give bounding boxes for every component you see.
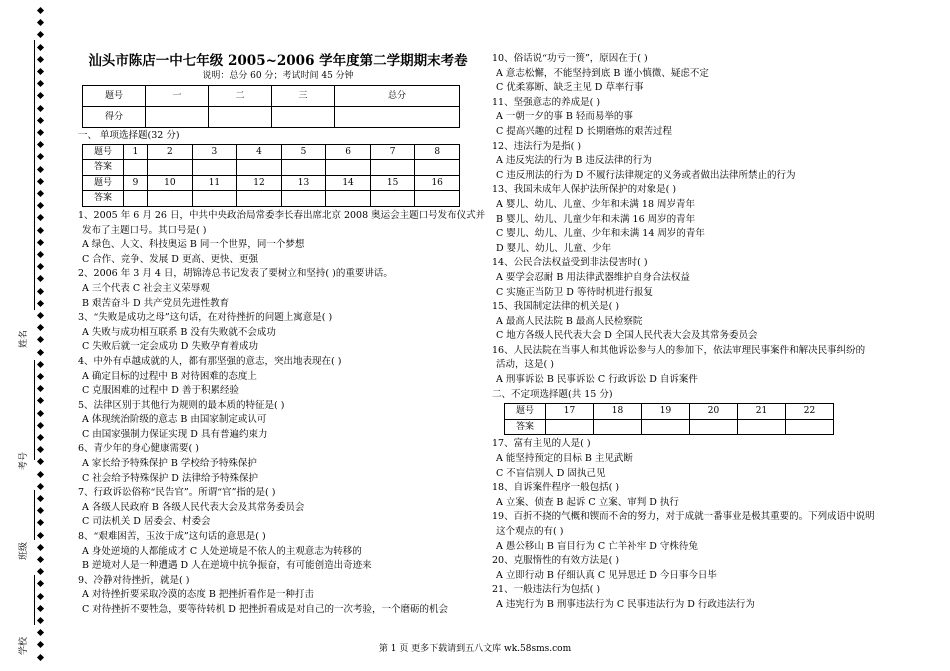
binding-dot [37, 178, 44, 185]
binding-dot [37, 361, 44, 368]
option-text: A 最高人民法院 B 最高人民检察院 [496, 315, 643, 327]
binding-dot [37, 373, 44, 380]
question-text: 15、我国制定法律的机关是( ) [492, 301, 620, 313]
binding-dot [37, 202, 44, 209]
question-number: 15 [370, 175, 415, 191]
binding-dot [37, 275, 44, 282]
answer-cell[interactable] [237, 160, 282, 176]
left-question-list [78, 209, 486, 618]
option-text: 活动，这是( ) [496, 359, 554, 371]
score-table-row [83, 86, 460, 107]
option-text: A 刑事诉讼 B 民事诉讼 C 行政诉讼 D 自诉案件 [496, 374, 698, 386]
binding-dot [37, 7, 44, 14]
binding-dot [37, 556, 44, 563]
score-cell: 总分 [335, 86, 460, 107]
option-text: A 违反宪法的行为 B 违反法律的行为 [496, 155, 652, 167]
binding-dot [37, 214, 44, 221]
exam-title: 汕头市陈店一中七年级 2005~2006 学年度第二学期期末考卷 [88, 53, 468, 69]
question-number: 16 [415, 175, 460, 191]
question-text: 10、俗话说“功亏一篑”，原因在于( ) [492, 53, 648, 64]
binding-line [34, 40, 35, 310]
option-text: C 婴儿、幼儿、儿童、少年和未满 14 周岁的青年 [496, 228, 705, 240]
answer-cell[interactable] [124, 191, 148, 207]
answer-cell[interactable] [281, 160, 326, 176]
binding-dot [37, 471, 44, 478]
question-text: 1、2005 年 6 月 26 日，中共中央政治局常委李长春出席北京 2008 奥运会主题口号发布仪式并 [78, 209, 486, 221]
option-text: A 违宪行为 B 刑事违法行为 C 民事违法行为 D 行政违法行为 [496, 598, 755, 610]
score-table [82, 85, 460, 128]
option-text: A 对待挫折要采取冷漠的态度 B 把挫折看作是一种打击 [82, 589, 314, 601]
option-text: C 不盲信别人 D 固执己见 [496, 467, 606, 479]
question-text: 17、富有主见的人是( ) [492, 438, 591, 450]
binding-dot [37, 288, 44, 295]
question-number: 5 [281, 144, 326, 160]
option-text: C 违反刑法的行为 D 不履行法律规定的义务或者做出法律所禁止的行为 [496, 169, 796, 181]
option-text: C 由国家强制力保证实现 D 具有普遍约束力 [82, 428, 268, 440]
question-text: 11、坚强意志的养成是( ) [492, 96, 601, 108]
question-number: 9 [124, 175, 148, 191]
right-question-list [492, 52, 912, 402]
binding-dot [37, 617, 44, 624]
option-text: C 失败后就一定会成功 D 失败孕育着成功 [82, 341, 258, 353]
question-text: 16、人民法院在当事人和其他诉讼参与人的参加下，依法审理民事案件和解决民事纠纷的 [492, 344, 866, 356]
binding-dot [37, 385, 44, 392]
score-table-row [83, 107, 460, 128]
option-text: C 实施正当防卫 D 等待时机进行报复 [496, 286, 653, 298]
score-input-cell[interactable] [146, 107, 209, 128]
option-text: A 立案、侦查 B 起诉 C 立案、审判 D 执行 [496, 496, 679, 508]
option-text: A 身处逆境的人都能成才 C 人处逆境是不依人的主观意志为转移的 [82, 545, 362, 557]
answer-number-row [505, 404, 834, 420]
answer-row-label: 答案 [505, 419, 546, 435]
option-text: A 确定目标的过程中 B 对待困难的态度上 [82, 370, 257, 382]
binding-label-class: 班级 [19, 541, 29, 560]
option-text: 这个观点的有( ) [496, 526, 564, 537]
answer-cell[interactable] [281, 191, 326, 207]
section2-answer-table [504, 403, 834, 435]
binding-dot [37, 434, 44, 441]
answer-number-row [83, 144, 460, 160]
answer-cell[interactable] [415, 160, 460, 176]
question-text: 7、行政诉讼俗称“民告官”。所谓“官”指的是( ) [78, 487, 276, 499]
option-text: A 体现统治阶级的意志 B 由国家制定或认可 [82, 414, 267, 426]
binding-dot [37, 263, 44, 270]
score-cell: 得分 [83, 107, 146, 128]
binding-dot [37, 153, 44, 160]
binding-line [34, 490, 35, 540]
question-text: 13、我国未成年人保护法所保护的对象是( ) [492, 184, 677, 196]
question-text: 8、“艰难困苦，玉汝于成”这句话的意思是( ) [78, 531, 266, 543]
answer-cell[interactable] [370, 160, 415, 176]
question-text: 3、“失败是成功之母”这句话，在对待挫折的问题上寓意是( ) [78, 312, 333, 324]
question-number: 19 [642, 404, 690, 420]
answer-cell[interactable] [237, 191, 282, 207]
question-text: 19、百折不挠的气概和锲而不舍的努力，对于成就一番事业是极其重要的。下列成语中说明 [492, 511, 875, 523]
option-text: B 逆境对人是一种遭遇 D 人在逆境中抗争振奋，有可能创造出奇迹来 [82, 560, 372, 572]
binding-dot [37, 312, 44, 319]
question-text: 12、违法行为是指( ) [492, 140, 582, 152]
question-number: 4 [237, 144, 282, 160]
right-question-list [492, 437, 912, 612]
question-text: 14、公民合法权益受到非法侵害时( ) [492, 257, 648, 269]
option-text: C 提高兴趣的过程 D 长期磨炼的艰苦过程 [496, 125, 672, 137]
question-text: 20、克服惰性的有效方法是( ) [492, 555, 620, 567]
option-text: A 各级人民政府 B 各级人民代表大会及其常务委员会 [82, 501, 305, 513]
question-number: 14 [326, 175, 371, 191]
option-text: C 司法机关 D 居委会、村委会 [82, 516, 211, 528]
binding-dot [37, 105, 44, 112]
option-text: A 三个代表 C 社会主义荣辱观 [82, 282, 210, 294]
question-number: 17 [546, 404, 594, 420]
answer-cell[interactable] [642, 419, 690, 435]
binding-dot [37, 31, 44, 38]
binding-dot [37, 410, 44, 417]
option-text: A 失败与成功相互联系 B 没有失败就不会成功 [82, 326, 276, 338]
binding-dot [37, 190, 44, 197]
answer-number-row [83, 175, 460, 191]
question-number: 22 [786, 404, 834, 420]
option-text: C 优柔寡断、缺乏主见 D 草率行事 [496, 82, 644, 94]
answer-row-label: 答案 [83, 160, 124, 176]
question-number: 20 [690, 404, 738, 420]
score-cell: 二 [209, 86, 272, 107]
binding-dot [37, 349, 44, 356]
binding-dot [37, 568, 44, 575]
score-cell: 一 [146, 86, 209, 107]
binding-dot [37, 300, 44, 307]
answer-cell[interactable] [326, 191, 371, 207]
answer-row-label: 题号 [83, 175, 124, 191]
option-text: A 婴儿、幼儿、儿童、少年和未满 18 周岁青年 [496, 198, 696, 210]
binding-dot [37, 324, 44, 331]
binding-dot [37, 446, 44, 453]
binding-label-name: 姓名 [19, 329, 29, 348]
binding-dot-column [38, 0, 48, 671]
score-input-cell[interactable] [335, 107, 460, 128]
question-text: 5、法律区别于其他行为规则的最本质的特征是( ) [78, 399, 285, 411]
answer-cell[interactable] [738, 419, 786, 435]
answer-cell[interactable] [370, 191, 415, 207]
binding-dot [37, 141, 44, 148]
question-number: 21 [738, 404, 786, 420]
option-text: 发布了主题口号。其口号是( ) [82, 224, 207, 236]
binding-line [34, 360, 35, 460]
binding-dot [37, 19, 44, 26]
answer-cell[interactable] [192, 160, 237, 176]
option-text: A 愚公移山 B 盲目行为 C 亡羊补牢 D 守株待兔 [496, 540, 698, 552]
question-number: 8 [415, 144, 460, 160]
binding-dot [37, 129, 44, 136]
question-text: 2、2006 年 3 月 4 日，胡锦涛总书记发表了要树立和坚持( )的重要讲话。 [78, 268, 393, 280]
binding-dot [37, 397, 44, 404]
binding-dot [37, 507, 44, 514]
option-text: C 合作、竞争、发展 D 更高、更快、更强 [82, 253, 258, 265]
binding-dot [37, 483, 44, 490]
binding-dot [37, 56, 44, 63]
binding-dot [37, 251, 44, 258]
option-text: C 克服困难的过程中 D 善于积累经验 [82, 385, 239, 397]
binding-dot [37, 519, 44, 526]
option-text: C 社会给予特殊保护 D 法律给予特殊保护 [82, 472, 258, 484]
page-footer: 第 1 页 更多下载请到五八文库 wk.58sms.com [378, 644, 572, 654]
score-cell: 三 [272, 86, 335, 107]
binding-dot [37, 80, 44, 87]
question-text: 21、一般违法行为包括( ) [492, 584, 601, 596]
question-number: 7 [370, 144, 415, 160]
question-number: 1 [124, 144, 148, 160]
binding-dot [37, 117, 44, 124]
question-number: 12 [237, 175, 282, 191]
question-number: 3 [192, 144, 237, 160]
score-input-cell[interactable] [272, 107, 335, 128]
answer-cell[interactable] [594, 419, 642, 435]
option-text: C 地方各级人民代表大会 D 全国人民代表大会及其常务委员会 [496, 330, 758, 342]
binding-dot [37, 336, 44, 343]
binding-dot [37, 593, 44, 600]
question-text: 4、中外有卓越成就的人，都有那坚强的意志，突出地表现在( ) [78, 355, 342, 367]
binding-line [34, 575, 35, 625]
answer-cell[interactable] [690, 419, 738, 435]
answer-row-label: 题号 [505, 404, 546, 420]
option-text: A 意志松懈，不能坚持到底 B 谨小慎微、疑虑不定 [496, 67, 709, 79]
exam-subtitle: 说明：总分 60 分；考试时间 45 分钟 [202, 71, 354, 81]
answer-row [83, 160, 460, 176]
option-text: A 一朝一夕的事 B 轻而易举的事 [496, 111, 633, 123]
binding-dot [37, 605, 44, 612]
binding-label-exam-number: 考号 [19, 451, 29, 470]
answer-row [505, 419, 834, 435]
option-text: C 对待挫折不要牲急，要等待转机 D 把挫折看成是对自己的一次考验，一个磨砺的机会 [82, 604, 448, 615]
question-text: 6、青少年的身心健康需要( ) [78, 443, 199, 455]
binding-dot [37, 227, 44, 234]
right-column [492, 52, 912, 613]
binding-dot [37, 458, 44, 465]
question-number: 13 [281, 175, 326, 191]
left-column [78, 52, 486, 618]
binding-dot [37, 495, 44, 502]
question-text: 二、不定项选择题(共 15 分) [492, 388, 613, 400]
binding-label-school: 学校 [19, 636, 29, 655]
option-text: A 家长给予特殊保护 B 学校给予特殊保护 [82, 458, 257, 470]
answer-cell[interactable] [148, 191, 193, 207]
binding-dot [37, 68, 44, 75]
section1-answer-table [82, 144, 460, 207]
binding-dot [37, 166, 44, 173]
option-text: B 婴儿、幼儿、儿童少年和未满 16 周岁的青年 [496, 213, 696, 225]
binding-dot [37, 92, 44, 99]
answer-cell[interactable] [148, 160, 193, 176]
binding-dot [37, 239, 44, 246]
binding-dot [37, 532, 44, 539]
option-text: B 艰苦奋斗 D 共产党员先进性教育 [82, 297, 230, 309]
section1-heading: 一、 单项选择题(32 分) [78, 130, 180, 141]
option-text: D 婴儿、幼儿、儿童、少年 [496, 242, 612, 254]
score-cell: 题号 [83, 86, 146, 107]
answer-row [83, 191, 460, 207]
option-text: A 绿色、人文、科技奥运 B 同一个世界，同一个梦想 [82, 239, 305, 251]
option-text: A 能坚持预定的目标 B 主见武断 [496, 453, 633, 465]
question-number: 10 [148, 175, 193, 191]
answer-cell[interactable] [786, 419, 834, 435]
question-number: 2 [148, 144, 193, 160]
answer-row-label: 题号 [83, 144, 124, 160]
question-number: 11 [192, 175, 237, 191]
answer-cell[interactable] [326, 160, 371, 176]
question-text: 18、自诉案件程序一般包括( ) [492, 482, 620, 494]
question-number: 6 [326, 144, 371, 160]
option-text: A 立即行动 B 仔细认真 C 见异思迁 D 今日事今日毕 [496, 569, 717, 581]
question-number: 18 [594, 404, 642, 420]
binding-dot [37, 44, 44, 51]
score-input-cell[interactable] [209, 107, 272, 128]
option-text: A 要学会忍耐 B 用法律武器维护自身合法权益 [496, 271, 690, 283]
binding-dot [37, 654, 44, 661]
question-text: 9、冷静对待挫折，就是( ) [78, 574, 190, 586]
binding-dot [37, 422, 44, 429]
answer-cell[interactable] [192, 191, 237, 207]
answer-row-label: 答案 [83, 191, 124, 207]
answer-cell[interactable] [124, 160, 148, 176]
binding-dot [37, 580, 44, 587]
binding-dot [37, 629, 44, 636]
binding-dot [37, 544, 44, 551]
answer-cell[interactable] [415, 191, 460, 207]
answer-cell[interactable] [546, 419, 594, 435]
